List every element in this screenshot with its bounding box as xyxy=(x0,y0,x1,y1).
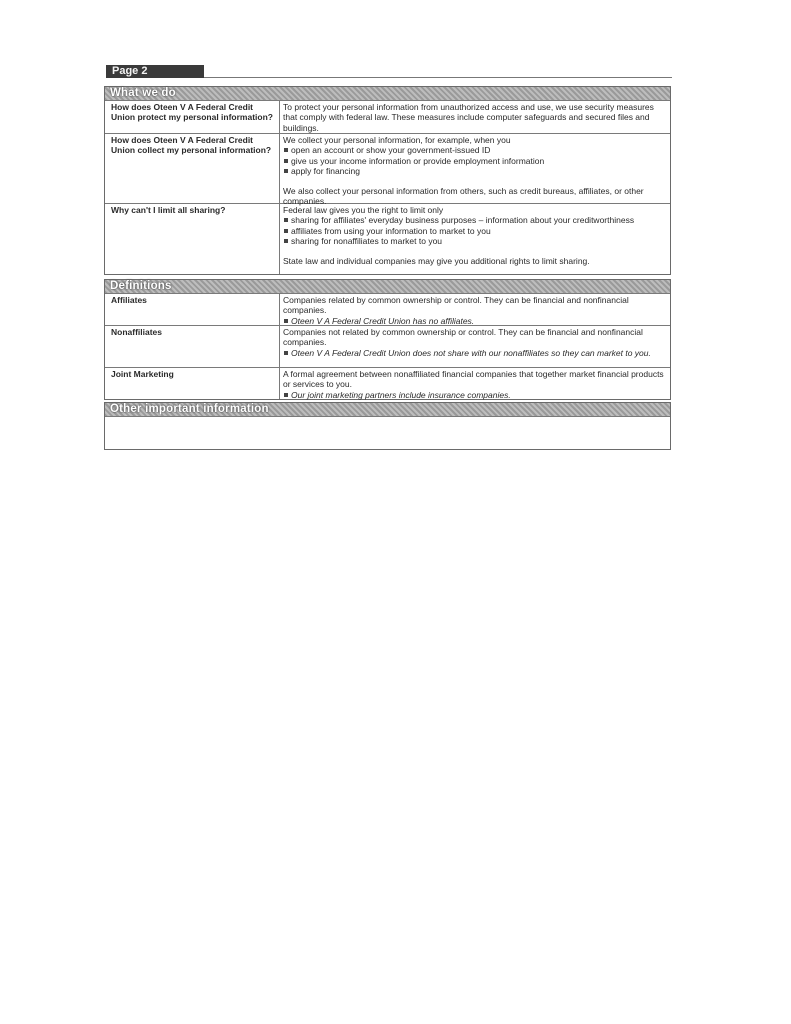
list-item: affiliates from using your information to market to you xyxy=(283,226,666,236)
table-row xyxy=(105,203,670,274)
answer-cell: To protect your personal information from unauthorized access and use, we use security measures that comply with federal law. These measures include computer safeguards and secured files and buildings. xyxy=(283,102,654,133)
question-cell: How does Oteen V A Federal Credit Union collect my personal information? xyxy=(105,134,280,203)
what-we-do-section xyxy=(104,86,671,275)
list-item: sharing for affiliates' everyday business purposes – information about your creditworthiness xyxy=(283,215,666,225)
list-item: give us your income information or provide employment information xyxy=(283,156,666,166)
question-cell: How does Oteen V A Federal Credit Union protect my personal information? xyxy=(105,101,280,133)
list-item: apply for financing xyxy=(283,166,666,176)
section-heading: What we do xyxy=(105,87,670,100)
definition-cell xyxy=(280,294,670,325)
definitions-section xyxy=(104,279,671,400)
answer-cell xyxy=(280,204,670,274)
section-heading: Other important information xyxy=(105,403,670,416)
other-info-section xyxy=(104,402,671,450)
answer-intro: Federal law gives you the right to limit only xyxy=(283,205,444,215)
table-row xyxy=(105,325,670,367)
list-item: open an account or show your government-issued ID xyxy=(283,145,666,155)
answer-cell xyxy=(280,134,670,207)
answer-intro: We collect your personal information, for example, when you xyxy=(283,135,511,145)
section-heading: Definitions xyxy=(105,280,670,293)
list-item: Oteen V A Federal Credit Union does not share with our nonaffiliates so they can market to you. xyxy=(283,348,666,358)
bullet-list xyxy=(283,215,666,246)
definition-text: Companies related by common ownership or control. They can be financial and nonfinancial companies. xyxy=(283,295,629,316)
list-item: Oteen V A Federal Credit Union has no affiliates. xyxy=(283,316,666,326)
page-label: Page 2 xyxy=(106,65,204,78)
bullet-list xyxy=(283,316,666,326)
table-row xyxy=(105,367,670,399)
definition-cell xyxy=(280,326,670,367)
other-info-body xyxy=(105,416,670,449)
question-cell: Why can't I limit all sharing? xyxy=(105,204,280,274)
definition-text: Companies not related by common ownership or control. They can be financial and nonfinancial companies. xyxy=(283,327,643,348)
term-cell: Affiliates xyxy=(105,294,280,325)
definition-cell xyxy=(280,368,670,399)
bullet-list xyxy=(283,348,666,358)
term-cell: Joint Marketing xyxy=(105,368,280,399)
page-rule xyxy=(204,77,672,78)
table-row xyxy=(105,100,670,133)
answer-outro: State law and individual companies may give you additional rights to limit sharing. xyxy=(283,256,590,267)
answer-outro: We also collect your personal information from others, such as credit bureaus, affiliates, or other companies. xyxy=(283,186,644,207)
bullet-list xyxy=(283,145,666,176)
table-row xyxy=(105,133,670,207)
definition-text: A formal agreement between nonaffiliated financial companies that together market financial products or services to you. xyxy=(283,369,664,390)
term-cell: Nonaffiliates xyxy=(105,326,280,367)
list-item: Our joint marketing partners include insurance companies. xyxy=(283,390,666,400)
table-row xyxy=(105,293,670,325)
list-item: sharing for nonaffiliates to market to you xyxy=(283,236,666,246)
bullet-list xyxy=(283,390,666,400)
